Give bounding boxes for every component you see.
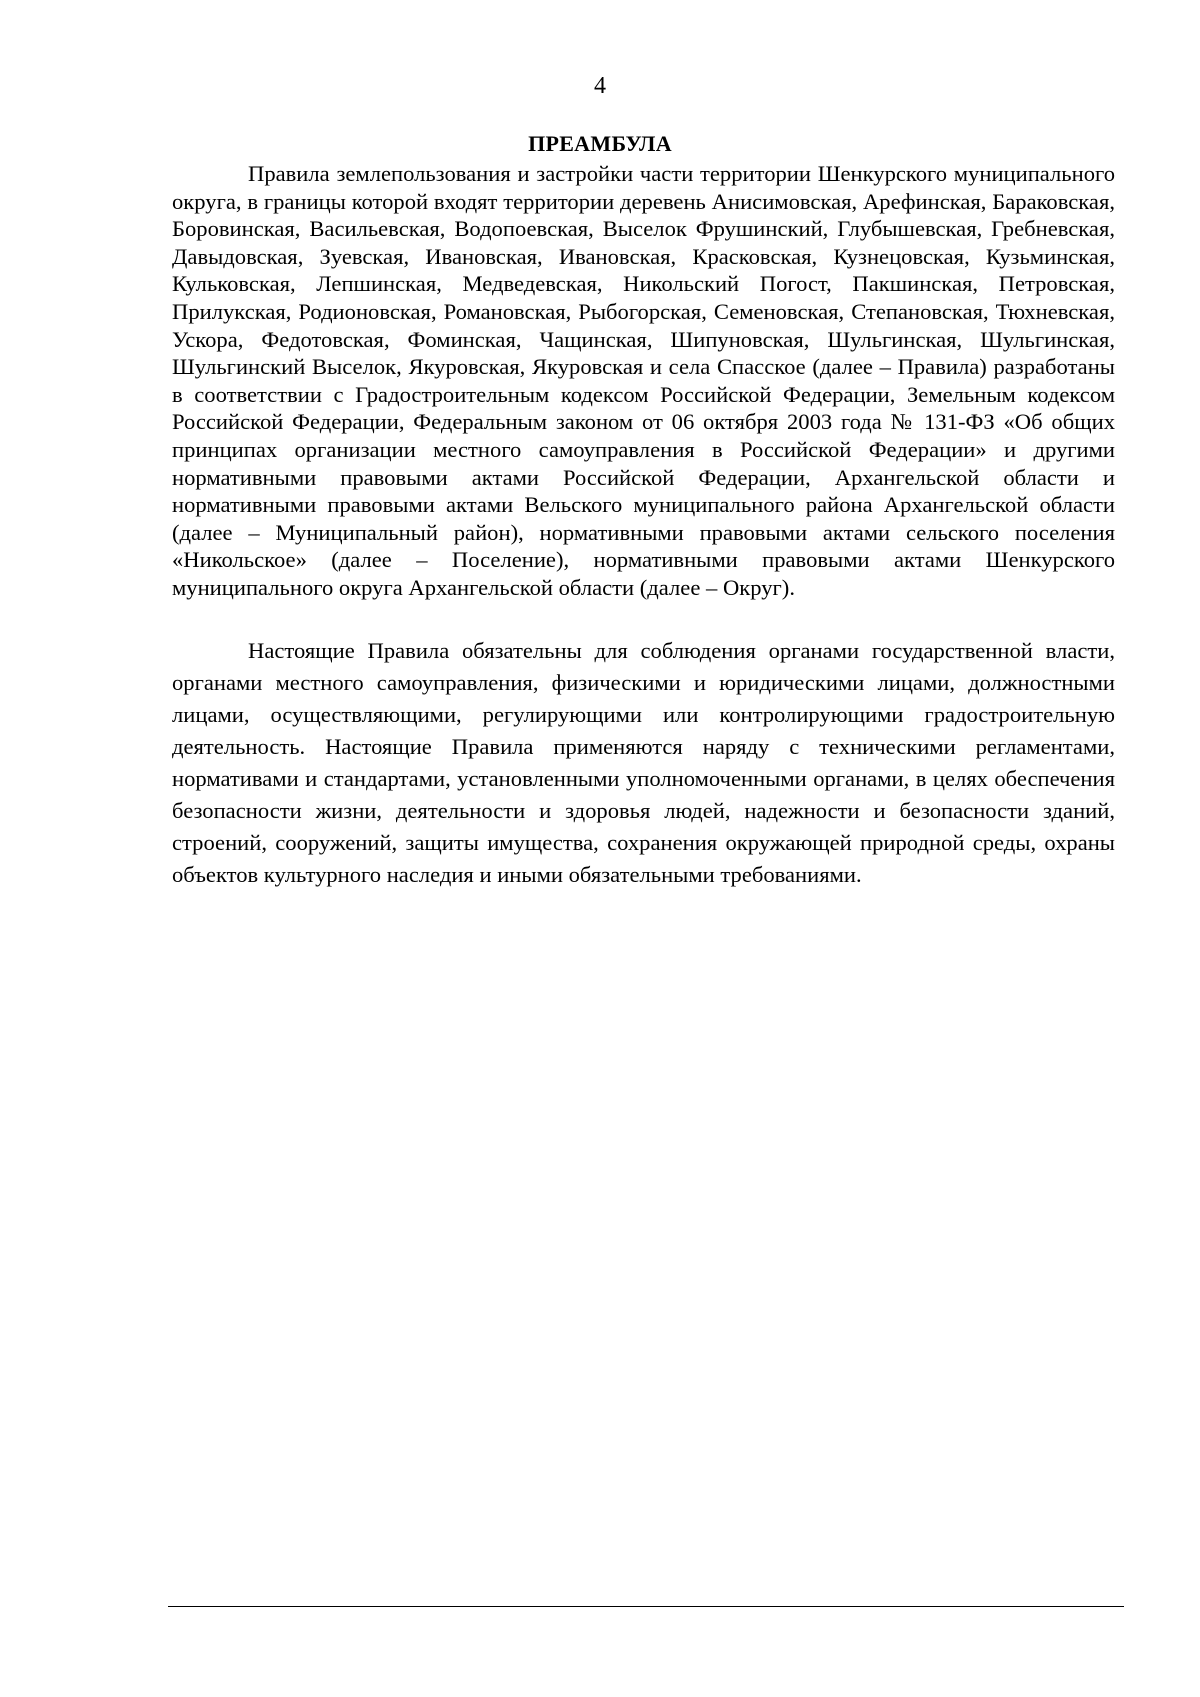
page-number: 4 — [594, 73, 606, 99]
document-body-paragraph-2 — [172, 635, 1115, 891]
paragraph-preamble-scope: Правила землепользования и застройки части территории Шенкурского муниципального округа, в границы которой входят территории деревень Анисимовская, Арефинская, Бараковская, Боровинская, Васильевская, Водопоевская, Выселок Фрушинский, Глубышевская, Гребневская, Давыдовская, Зуевская, Ивановская, Ивановская, Красковская, Кузнецовская, Кузьминская, Кульковская, Лепшинская, Медведевская, Никольский Погост, Пакшинская, Петровская, Прилукская, Родионовская, Романовская, Рыбогорская, Семеновская, Степановская, Тюхневская, Ускора, Федотовская, Фоминская, Чащинская, Шипуновская, Шульгинская, Шульгинская, Шульгинский Выселок, Якуровская, Якуровская и села Спасское (далее – Правила) разработаны в соответствии с Градостроительным кодексом Российской Федерации, Земельным кодексом Российской Федерации, Федеральным законом от 06 октября 2003 года № 131-ФЗ «Об общих принципах организации местного самоуправления в Российской Федерации» и другими нормативными правовыми актами Российской Федерации, Архангельской области и нормативными правовыми актами Вельского муниципального района Архангельской области (далее – Муниципальный район), нормативными правовыми актами сельского поселения «Никольское» (далее – Поселение), нормативными правовыми актами Шенкурского муниципального округа Архангельской области (далее – Округ). — [172, 161, 1115, 600]
section-title: ПРЕАМБУЛА — [528, 131, 672, 156]
footer-divider — [168, 1606, 1124, 1607]
paragraph-preamble-obligations: Настоящие Правила обязательны для соблюдения органами государственной власти, органами местного самоуправления, физическими и юридическими лицами, должностными лицами, осуществляющими, регулирующими или контролирующими градостроительную деятельность. Настоящие Правила применяются наряду с техническими регламентами, нормативами и стандартами, установленными уполномоченными органами, в целях обеспечения безопасности жизни, деятельности и здоровья людей, надежности и безопасности зданий, строений, сооружений, защиты имущества, сохранения окружающей природной среды, охраны объектов культурного наследия и иными обязательными требованиями. — [172, 638, 1115, 887]
document-body-paragraph-1 — [172, 160, 1115, 602]
